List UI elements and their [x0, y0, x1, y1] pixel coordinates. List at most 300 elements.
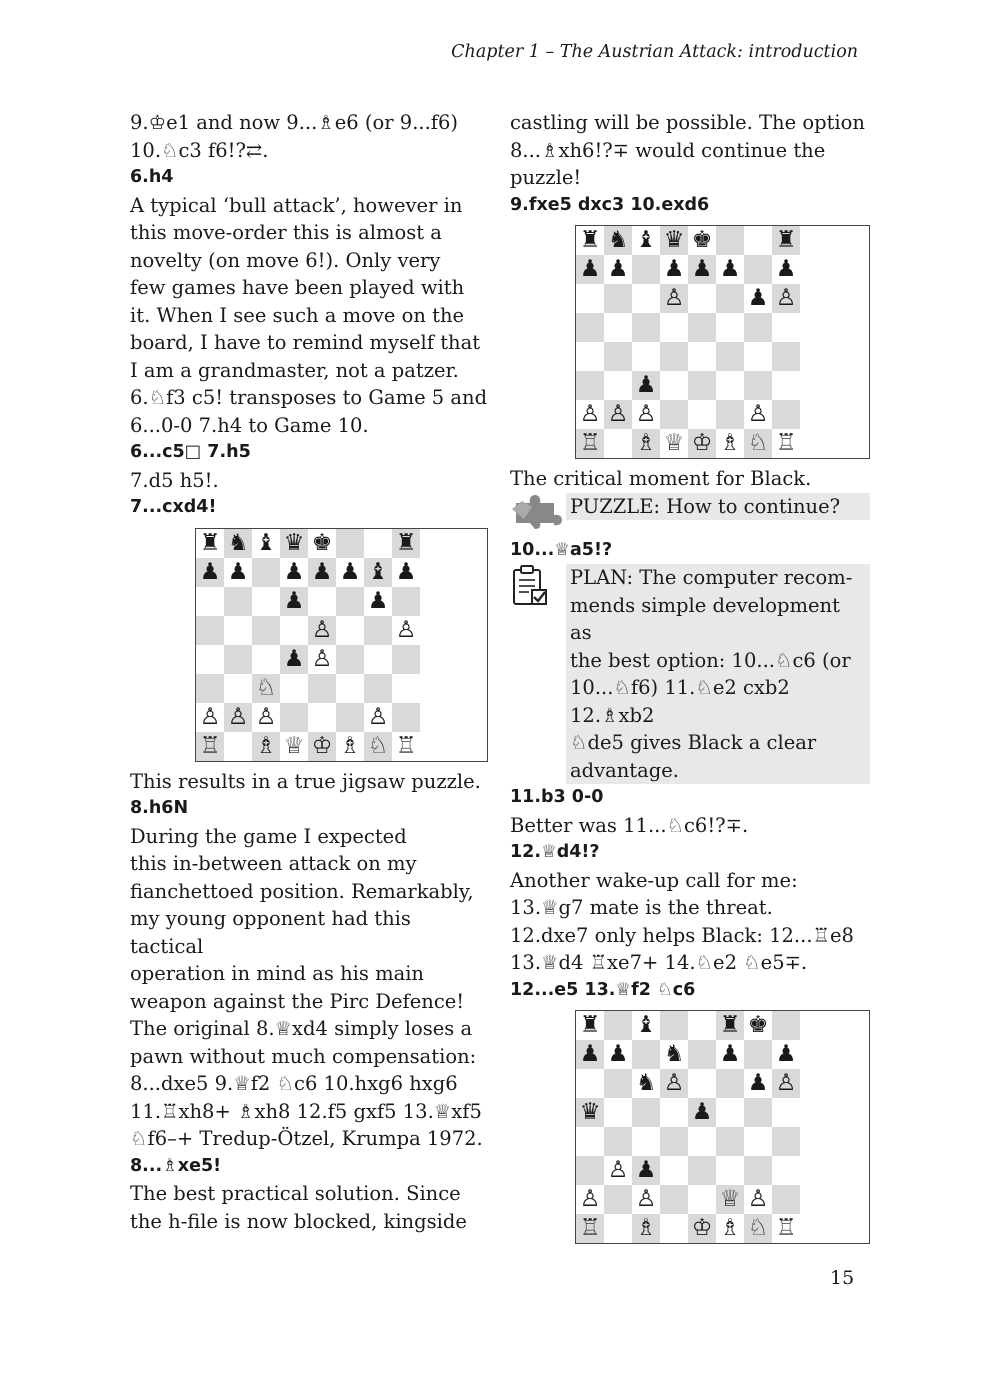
- black-rook-icon: ♜: [579, 1012, 601, 1038]
- black-pawn-icon: ♟: [775, 256, 797, 282]
- square-e1: [688, 429, 716, 458]
- square-b7: [224, 558, 252, 587]
- square-b6: [224, 587, 252, 616]
- black-knight-icon: ♞: [663, 1041, 685, 1067]
- square-h4: [392, 645, 420, 674]
- square-f3: [716, 1156, 744, 1185]
- square-e7: [688, 255, 716, 284]
- square-c8: [252, 529, 280, 558]
- square-e4: [688, 1127, 716, 1156]
- square-e7: [308, 558, 336, 587]
- text-line: 13.♕g7 mate is the threat.: [510, 896, 773, 919]
- move-heading: 12.♕d4!?: [510, 842, 600, 862]
- square-g7: [744, 1040, 772, 1069]
- black-rook-icon: ♜: [719, 1012, 741, 1038]
- square-h8: [772, 1011, 800, 1040]
- square-h4: [772, 342, 800, 371]
- chess-board: [575, 1010, 870, 1244]
- square-b7: [604, 255, 632, 284]
- white-queen-icon: ♕: [663, 430, 685, 456]
- square-f7: [336, 558, 364, 587]
- square-d8: [280, 529, 308, 558]
- black-rook-icon: ♜: [199, 529, 221, 556]
- black-king-icon: ♚: [747, 1012, 769, 1038]
- square-h1: [772, 1214, 800, 1243]
- square-a1: [196, 732, 224, 761]
- square-a5: [576, 1098, 604, 1127]
- box-line: mends simple development as: [570, 593, 840, 644]
- white-pawn-icon: ♙: [227, 703, 249, 730]
- square-g1: [744, 1214, 772, 1243]
- square-f6: [336, 587, 364, 616]
- square-h8: [392, 529, 420, 558]
- square-b8: [604, 226, 632, 255]
- black-pawn-icon: ♟: [579, 256, 601, 282]
- text-line: 6.♘f3 c5! transposes to Game 5 and: [130, 386, 488, 409]
- text-line: Better was 11...♘c6!?∓.: [510, 813, 749, 837]
- square-d6: [660, 284, 688, 313]
- square-f5: [336, 616, 364, 645]
- square-f4: [716, 1127, 744, 1156]
- square-c2: [632, 400, 660, 429]
- square-c7: [632, 255, 660, 284]
- white-pawn-icon: ♙: [663, 285, 685, 311]
- white-rook-icon: ♖: [395, 732, 417, 759]
- black-queen-icon: ♛: [663, 227, 685, 253]
- black-knight-icon: ♞: [607, 227, 629, 253]
- square-a1: [576, 1214, 604, 1243]
- square-h7: [772, 1040, 800, 1069]
- square-h3: [392, 674, 420, 703]
- move-heading: 8...♗xe5!: [130, 1155, 222, 1176]
- square-c4: [632, 342, 660, 371]
- text-line: this move-order this is almost a: [130, 221, 442, 244]
- square-d4: [280, 645, 308, 674]
- square-g3: [744, 1156, 772, 1185]
- text-line: 8...dxe5 9.♕f2 ♘c6 10.hxg6 hxg6: [130, 1072, 458, 1095]
- square-a7: [576, 1040, 604, 1069]
- black-king-icon: ♚: [311, 529, 333, 556]
- white-pawn-icon: ♙: [747, 1186, 769, 1212]
- white-bishop-icon: ♗: [635, 1215, 657, 1241]
- puzzle-icon: [510, 493, 564, 537]
- square-c3: [632, 1156, 660, 1185]
- square-g5: [744, 313, 772, 342]
- white-bishop-icon: ♗: [719, 1215, 741, 1241]
- square-e5: [688, 1098, 716, 1127]
- square-h2: [772, 400, 800, 429]
- square-c2: [632, 1185, 660, 1214]
- white-rook-icon: ♖: [775, 1215, 797, 1241]
- square-b1: [224, 732, 252, 761]
- white-queen-icon: ♕: [283, 732, 305, 759]
- white-pawn-icon: ♙: [395, 616, 417, 643]
- square-e3: [308, 674, 336, 703]
- square-e6: [688, 284, 716, 313]
- square-g7: [744, 255, 772, 284]
- black-pawn-icon: ♟: [691, 1099, 713, 1125]
- square-f2: [716, 1185, 744, 1214]
- square-e7: [688, 1040, 716, 1069]
- text-line: 13.♕d4 ♖xe7+ 14.♘e2 ♘e5∓.: [510, 951, 808, 974]
- square-a8: [196, 529, 224, 558]
- black-rook-icon: ♜: [775, 227, 797, 253]
- square-c3: [252, 674, 280, 703]
- square-h6: [772, 1069, 800, 1098]
- black-pawn-icon: ♟: [747, 285, 769, 311]
- box-line: PLAN: The computer recom-: [570, 566, 853, 589]
- square-a5: [196, 616, 224, 645]
- white-pawn-icon: ♙: [607, 401, 629, 427]
- square-d2: [660, 400, 688, 429]
- square-g6: [364, 587, 392, 616]
- square-b5: [604, 1098, 632, 1127]
- square-c5: [632, 1098, 660, 1127]
- square-b6: [604, 284, 632, 313]
- square-a7: [196, 558, 224, 587]
- square-g1: [744, 429, 772, 458]
- square-h1: [392, 732, 420, 761]
- square-e8: [688, 1011, 716, 1040]
- black-pawn-icon: ♟: [663, 256, 685, 282]
- page-header: Chapter 1 – The Austrian Attack: introduction: [451, 42, 858, 62]
- square-b2: [604, 1185, 632, 1214]
- black-pawn-icon: ♟: [719, 1041, 741, 1067]
- square-a4: [576, 1127, 604, 1156]
- move-heading: 11.b3 0-0: [510, 787, 604, 807]
- chess-board: [575, 225, 870, 459]
- white-pawn-icon: ♙: [311, 616, 333, 643]
- square-c8: [632, 1011, 660, 1040]
- square-f4: [336, 645, 364, 674]
- square-d6: [280, 587, 308, 616]
- white-pawn-icon: ♙: [311, 645, 333, 672]
- square-b3: [604, 1156, 632, 1185]
- square-g6: [744, 1069, 772, 1098]
- text-line: A typical ‘bull attack’, however in: [130, 193, 463, 217]
- text-line: operation in mind as his main: [130, 962, 424, 985]
- square-c4: [632, 1127, 660, 1156]
- square-a2: [576, 1185, 604, 1214]
- white-pawn-icon: ♙: [367, 703, 389, 730]
- text-line: The best practical solution. Since: [130, 1182, 461, 1205]
- square-d4: [660, 342, 688, 371]
- black-pawn-icon: ♟: [719, 256, 741, 282]
- text-line: fianchettoed position. Remarkably,: [130, 879, 474, 903]
- square-h1: [772, 429, 800, 458]
- square-c7: [632, 1040, 660, 1069]
- text-line: 7.d5 h5!.: [130, 468, 219, 492]
- black-bishop-icon: ♝: [635, 227, 657, 253]
- black-pawn-icon: ♟: [579, 1041, 601, 1067]
- square-c8: [632, 226, 660, 255]
- square-g2: [364, 703, 392, 732]
- square-g6: [744, 284, 772, 313]
- square-b4: [604, 342, 632, 371]
- move-heading: 6.h4: [130, 167, 174, 187]
- square-c6: [632, 284, 660, 313]
- black-pawn-icon: ♟: [635, 1157, 657, 1183]
- white-pawn-icon: ♙: [579, 401, 601, 427]
- square-d1: [660, 429, 688, 458]
- text-line: few games have been played with: [130, 276, 465, 299]
- white-pawn-icon: ♙: [663, 1070, 685, 1096]
- square-a6: [576, 284, 604, 313]
- text-line: Another wake-up call for me:: [510, 868, 798, 892]
- square-f6: [716, 1069, 744, 1098]
- black-pawn-icon: ♟: [339, 558, 361, 585]
- text-line: This results in a true jigsaw puzzle.: [130, 769, 481, 793]
- square-a4: [576, 342, 604, 371]
- square-b5: [224, 616, 252, 645]
- box-line: PUZZLE: How to continue?: [570, 494, 841, 518]
- white-queen-icon: ♕: [719, 1186, 741, 1212]
- square-g4: [744, 1127, 772, 1156]
- square-c6: [252, 587, 280, 616]
- square-c1: [632, 429, 660, 458]
- text-line: 10.♘c3 f6!?⇄.: [130, 138, 269, 162]
- black-pawn-icon: ♟: [283, 645, 305, 672]
- box-text: [566, 493, 870, 521]
- chess-board: [195, 528, 488, 762]
- text-line: weapon against the Pirc Defence!: [130, 989, 465, 1013]
- square-f2: [716, 400, 744, 429]
- black-pawn-icon: ♟: [747, 1070, 769, 1096]
- black-knight-icon: ♞: [635, 1070, 657, 1096]
- black-rook-icon: ♜: [579, 227, 601, 253]
- square-e5: [308, 616, 336, 645]
- white-pawn-icon: ♙: [635, 1186, 657, 1212]
- white-bishop-icon: ♗: [255, 732, 277, 759]
- box-icon-holder: [510, 564, 566, 608]
- white-pawn-icon: ♙: [775, 1070, 797, 1096]
- square-d3: [660, 371, 688, 400]
- plan-box: [510, 564, 870, 784]
- box-line: advantage.: [570, 758, 679, 782]
- text-line: During the game I expected: [130, 824, 407, 848]
- white-rook-icon: ♖: [775, 430, 797, 456]
- square-h5: [392, 616, 420, 645]
- square-a5: [576, 313, 604, 342]
- square-a1: [576, 429, 604, 458]
- box-line: ♘de5 gives Black a clear: [570, 731, 817, 754]
- square-e3: [688, 371, 716, 400]
- text-line: 11.♖xh8+ ♗xh8 12.f5 gxf5 13.♕xf5: [130, 1099, 482, 1123]
- square-b3: [604, 371, 632, 400]
- black-pawn-icon: ♟: [691, 256, 713, 282]
- white-pawn-icon: ♙: [747, 401, 769, 427]
- square-d5: [660, 1098, 688, 1127]
- square-c4: [252, 645, 280, 674]
- square-e5: [688, 313, 716, 342]
- square-f3: [336, 674, 364, 703]
- square-c5: [252, 616, 280, 645]
- square-b4: [224, 645, 252, 674]
- box-line: 10...♘f6) 11.♘e2 cxb2 12.♗xb2: [570, 676, 790, 727]
- square-f7: [716, 255, 744, 284]
- square-f5: [716, 1098, 744, 1127]
- square-c2: [252, 703, 280, 732]
- square-b8: [224, 529, 252, 558]
- text-line: The original 8.♕xd4 simply loses a: [130, 1017, 473, 1040]
- black-bishop-icon: ♝: [635, 1012, 657, 1038]
- white-pawn-icon: ♙: [199, 703, 221, 730]
- square-a3: [576, 1156, 604, 1185]
- square-d8: [660, 226, 688, 255]
- white-king-icon: ♔: [691, 430, 713, 456]
- square-c3: [632, 371, 660, 400]
- text-line: puzzle!: [510, 166, 582, 189]
- square-d3: [660, 1156, 688, 1185]
- square-g5: [744, 1098, 772, 1127]
- square-a8: [576, 1011, 604, 1040]
- white-rook-icon: ♖: [579, 430, 601, 456]
- square-g2: [744, 400, 772, 429]
- text-line: 12.dxe7 only helps Black: 12...♖e8: [510, 923, 854, 947]
- box-icon-holder: [510, 493, 566, 537]
- square-h5: [772, 313, 800, 342]
- square-e8: [688, 226, 716, 255]
- square-e6: [308, 587, 336, 616]
- square-b5: [604, 313, 632, 342]
- square-g3: [364, 674, 392, 703]
- move-heading: 6...c5□ 7.h5: [130, 442, 251, 462]
- square-a7: [576, 255, 604, 284]
- square-d2: [280, 703, 308, 732]
- square-h5: [772, 1098, 800, 1127]
- white-rook-icon: ♖: [579, 1215, 601, 1241]
- white-rook-icon: ♖: [199, 732, 221, 759]
- square-f8: [716, 1011, 744, 1040]
- square-a8: [576, 226, 604, 255]
- text-line: pawn without much compensation:: [130, 1044, 477, 1068]
- text-line: novelty (on move 6!). Only very: [130, 248, 441, 272]
- square-d8: [660, 1011, 688, 1040]
- column-left: [130, 109, 488, 1235]
- square-f2: [336, 703, 364, 732]
- black-pawn-icon: ♟: [395, 558, 417, 585]
- black-pawn-icon: ♟: [367, 587, 389, 614]
- square-b6: [604, 1069, 632, 1098]
- square-e3: [688, 1156, 716, 1185]
- black-pawn-icon: ♟: [607, 256, 629, 282]
- square-b1: [604, 1214, 632, 1243]
- square-g8: [364, 529, 392, 558]
- square-d4: [660, 1127, 688, 1156]
- square-e8: [308, 529, 336, 558]
- text-line: 9.♔e1 and now 9...♗e6 (or 9...f6): [130, 111, 459, 134]
- move-heading: 7...cxd4!: [130, 497, 217, 517]
- square-g8: [744, 1011, 772, 1040]
- square-c1: [252, 732, 280, 761]
- box-line: the best option: 10...♘c6 (or: [570, 648, 851, 672]
- square-g2: [744, 1185, 772, 1214]
- square-b7: [604, 1040, 632, 1069]
- square-c7: [252, 558, 280, 587]
- square-e4: [308, 645, 336, 674]
- square-h3: [772, 371, 800, 400]
- text-line: my young opponent had this tactical: [130, 907, 411, 958]
- square-f8: [336, 529, 364, 558]
- square-f3: [716, 371, 744, 400]
- black-pawn-icon: ♟: [283, 587, 305, 614]
- square-g4: [364, 645, 392, 674]
- square-b4: [604, 1127, 632, 1156]
- page-number: 15: [830, 1267, 855, 1289]
- square-e2: [308, 703, 336, 732]
- square-b3: [224, 674, 252, 703]
- square-d5: [660, 313, 688, 342]
- text-line: it. When I see such a move on the: [130, 303, 465, 327]
- white-bishop-icon: ♗: [719, 430, 741, 456]
- square-f7: [716, 1040, 744, 1069]
- move-heading: 9.fxe5 dxc3 10.exd6: [510, 194, 710, 215]
- black-pawn-icon: ♟: [227, 558, 249, 585]
- square-c5: [632, 313, 660, 342]
- white-knight-icon: ♘: [255, 674, 277, 701]
- black-pawn-icon: ♟: [775, 1041, 797, 1067]
- square-f5: [716, 313, 744, 342]
- white-pawn-icon: ♙: [607, 1157, 629, 1183]
- square-e6: [688, 1069, 716, 1098]
- white-pawn-icon: ♙: [635, 401, 657, 427]
- black-bishop-icon: ♝: [255, 529, 277, 556]
- square-g7: [364, 558, 392, 587]
- square-f1: [336, 732, 364, 761]
- move-heading: 8.h6N: [130, 798, 189, 818]
- square-a2: [576, 400, 604, 429]
- square-h7: [392, 558, 420, 587]
- square-d5: [280, 616, 308, 645]
- black-queen-icon: ♛: [283, 529, 305, 556]
- black-pawn-icon: ♟: [607, 1041, 629, 1067]
- text-line: this in-between attack on my: [130, 852, 417, 875]
- square-f6: [716, 284, 744, 313]
- white-knight-icon: ♘: [367, 732, 389, 759]
- move-heading: 12...e5 13.♕f2 ♘c6: [510, 979, 696, 1000]
- square-b2: [604, 400, 632, 429]
- box-text: [566, 564, 870, 784]
- text-line: 8...♗xh6!?∓ would continue the: [510, 138, 826, 162]
- square-a4: [196, 645, 224, 674]
- square-a3: [576, 371, 604, 400]
- square-c1: [632, 1214, 660, 1243]
- square-a6: [196, 587, 224, 616]
- square-a2: [196, 703, 224, 732]
- square-e2: [688, 1185, 716, 1214]
- clipboard-icon: [510, 564, 564, 608]
- white-king-icon: ♔: [311, 732, 333, 759]
- move-heading: 10...♕a5!?: [510, 539, 613, 560]
- black-knight-icon: ♞: [227, 529, 249, 556]
- square-d2: [660, 1185, 688, 1214]
- square-h3: [772, 1156, 800, 1185]
- black-pawn-icon: ♟: [283, 558, 305, 585]
- column-right: [510, 109, 870, 1250]
- text-line: castling will be possible. The option: [510, 111, 865, 134]
- text-line: 6...0-0 7.h4 to Game 10.: [130, 413, 369, 437]
- square-h2: [772, 1185, 800, 1214]
- black-pawn-icon: ♟: [311, 558, 333, 585]
- black-rook-icon: ♜: [395, 529, 417, 556]
- square-f4: [716, 342, 744, 371]
- square-d3: [280, 674, 308, 703]
- square-g3: [744, 371, 772, 400]
- square-b2: [224, 703, 252, 732]
- black-bishop-icon: ♝: [367, 558, 389, 585]
- black-queen-icon: ♛: [579, 1099, 601, 1125]
- square-h6: [392, 587, 420, 616]
